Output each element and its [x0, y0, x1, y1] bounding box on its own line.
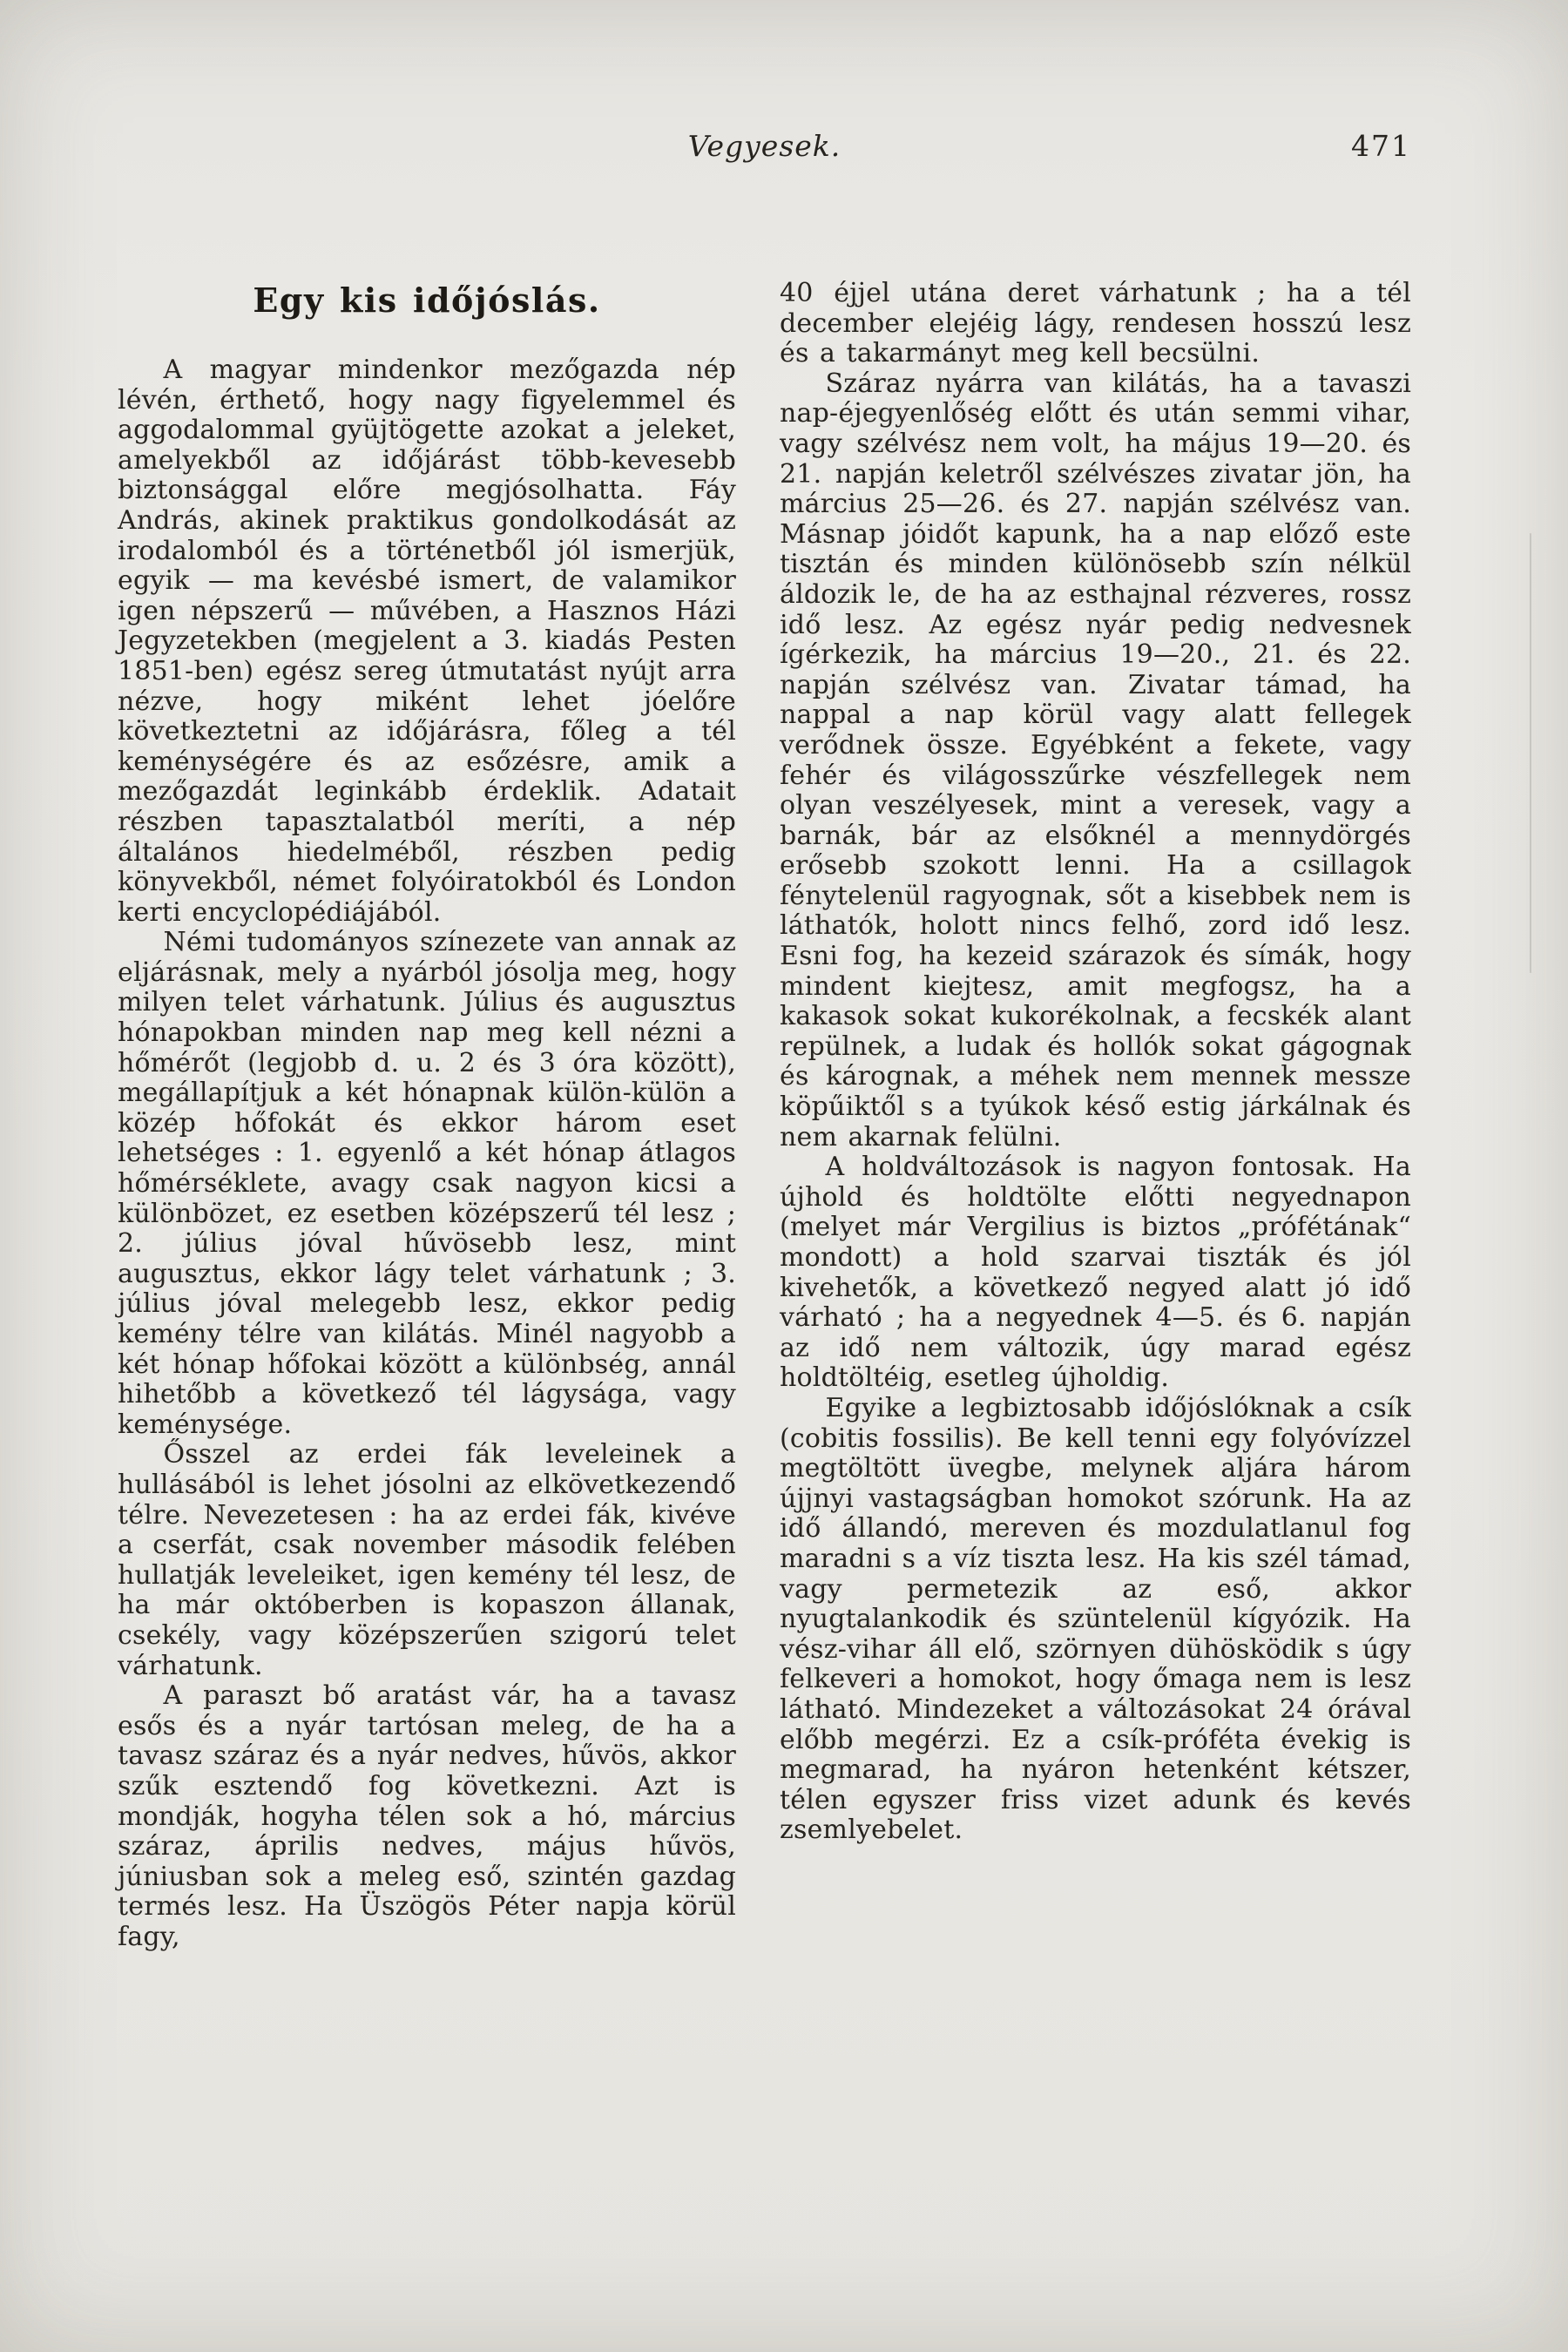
paragraph: Egyike a legbiztosabb időjóslóknak a csík (cobitis fossilis). Be kell tenni egy folyóvízzel megtöltött üvegbe, melynek aljára három újjnyi vastagságban homokot szórunk. Ha az idő állandó, mereven és mozdulatlanul fog maradni s a víz tiszta lesz. Ha kis szél támad, vagy permetezik az eső, akkor nyugtalankodik és szüntelenül kígyózik. Ha vész-vihar áll elő, szörnyen dühösködik s úgy felkeveri a homokot, hogy őmaga nem is lesz látható. Mindezeket a változásokat 24 órával előbb megérzi. Ez a csík-próféta évekig is megmarad, ha nyáron hetenként kétszer, télen egyszer friss vizet adunk és kevés zsemlyebelet.: [780, 1392, 1411, 1846]
section-title: Vegyesek.: [687, 129, 841, 163]
paragraph: Száraz nyárra van kilátás, ha a tavaszi nap-éjegyenlőség előtt és után semmi vihar, vagy szélvész nem volt, ha május 19—20. és 21. napján keletről szélvészes zivatar jön, ha március 25—26. és 27. napján szélvész van. Másnap jóidőt kapunk, ha a nap előző este tisztán és minden különösebb szín nélkül áldozik le, de ha az esthajnal rézveres, rossz idő lesz. Az egész nyár pedig nedvesnek ígérkezik, ha március 19—20., 21. és 22. napján szélvész van. Zivatar támad, ha nappal a nap körül vagy alatt fellegek verődnek össze. Egyébként a fekete, vagy fehér és világosszűrke vészfellegek nem olyan veszélyesek, mint a veresek, vagy a barnák, bár az elsőknél a mennydörgés erősebb szokott lenni. Ha a csillagok fénytelenül ragyognak, sőt a kisebbek nem is láthatók, holott nincs felhő, zord idő lesz. Esni fog, ha kezeid szárazok és símák, hogy mindent kiejtesz, amit megfogsz, ha a kakasok sokat kukorékolnak, a fecskék alant repülnek, a ludak és hollók sokat gágognak és kárognak, a méhek nem mennek messze köpűiktől s a tyúkok késő estig járkálnak és nem akarnak felülni.: [780, 368, 1411, 1152]
paragraph: Némi tudományos színezete van annak az eljárásnak, mely a nyárból jósolja meg, hogy milyen telet várhatunk. Július és augusztus hónapokban minden nap meg kell nézni a hőmérőt (legjobb d. u. 2 és 3 óra között), megállapítjuk a két hónapnak külön-külön a közép hőfokát és ekkor három eset lehetséges : 1. egyenlő a két hónap átlagos hőmérséklete, avagy csak nagyon kicsi a különbözet, ez esetben középszerű tél lesz ; 2. július jóval hűvösebb lesz, mint augusztus, ekkor lágy telet várhatunk ; 3. július jóval melegebb lesz, ekkor pedig kemény télre van kilátás. Minél nagyobb a két hónap hőfokai között a különbség, annál hihetőbb a következő tél lágysága, vagy keménysége.: [118, 927, 736, 1440]
right-column-text: [780, 279, 1411, 1846]
left-column-text: [118, 355, 736, 1952]
article-body: [118, 279, 1411, 1952]
scan-streak-artifact: [1530, 533, 1531, 973]
running-head: [118, 129, 1411, 171]
paragraph: A paraszt bő aratást vár, ha a tavasz esős és a nyár tartósan meleg, de ha a tavasz száraz és a nyár nedves, hűvös, akkor szűk esztendő fog következni. Azt is mondják, hogyha télen sok a hó, március száraz, április nedves, május hűvös, júniusban sok a meleg eső, szintén gazdag termés lesz. Ha Üszögös Péter napja körül fagy,: [118, 1680, 736, 1952]
paragraph: A holdváltozások is nagyon fontosak. Ha újhold és holdtölte előtti negyednapon (melyet már Vergilius is biztos „prófétának“ mondott) a hold szarvai tiszták és jól kivehetők, a következő negyed alatt jó idő várható ; ha a negyednek 4—5. és 6. napján az idő nem változik, úgy marad egész holdtöltéig, esetleg újholdig.: [780, 1152, 1411, 1394]
page-number: 471: [1351, 129, 1411, 163]
paragraph: Ősszel az erdei fák leveleinek a hullásából is lehet jósolni az elkövetkezendő télre. Nevezetesen : ha az erdei fák, kivéve a cserfát, csak november második felében hullatják leveleiket, igen kemény tél lesz, de ha már októberben is kopaszon állanak, csekély, vagy középszerűen szigorú telet várhatunk.: [118, 1439, 736, 1681]
paragraph: 40 éjjel utána deret várhatunk ; ha a tél december elejéig lágy, rendesen hosszú lesz és a takarmányt meg kell becsülni.: [780, 278, 1411, 369]
right-column: [780, 279, 1411, 1952]
paragraph: A magyar mindenkor mezőgazda nép lévén, érthető, hogy nagy figyelemmel és aggodalommal gyüjtögette azokat a jeleket, amelyekből az időjárást több-kevesebb biztonsággal előre megjósolhatta. Fáy András, akinek praktikus gondolkodását az irodalomból és a történetből jól ismerjük, egyik — ma kevésbé ismert, de valamikor igen népszerű — művében, a Hasznos Házi Jegyzetekben (megjelent a 3. kiadás Pesten 1851-ben) egész sereg útmutatást nyújt arra nézve, hogy miként lehet jóelőre következtetni az időjárásra, főleg a tél keménységére és az esőzésre, amik a mezőgazdát leginkább érdeklik. Adatait részben tapasztalatból meríti, a nép általános hiedelméből, részben pedig könyvekből, német folyóiratokból és London kerti encyclopédiájából.: [118, 355, 736, 928]
left-column: [118, 279, 736, 1952]
article-title: Egy kis időjóslás.: [253, 280, 601, 320]
